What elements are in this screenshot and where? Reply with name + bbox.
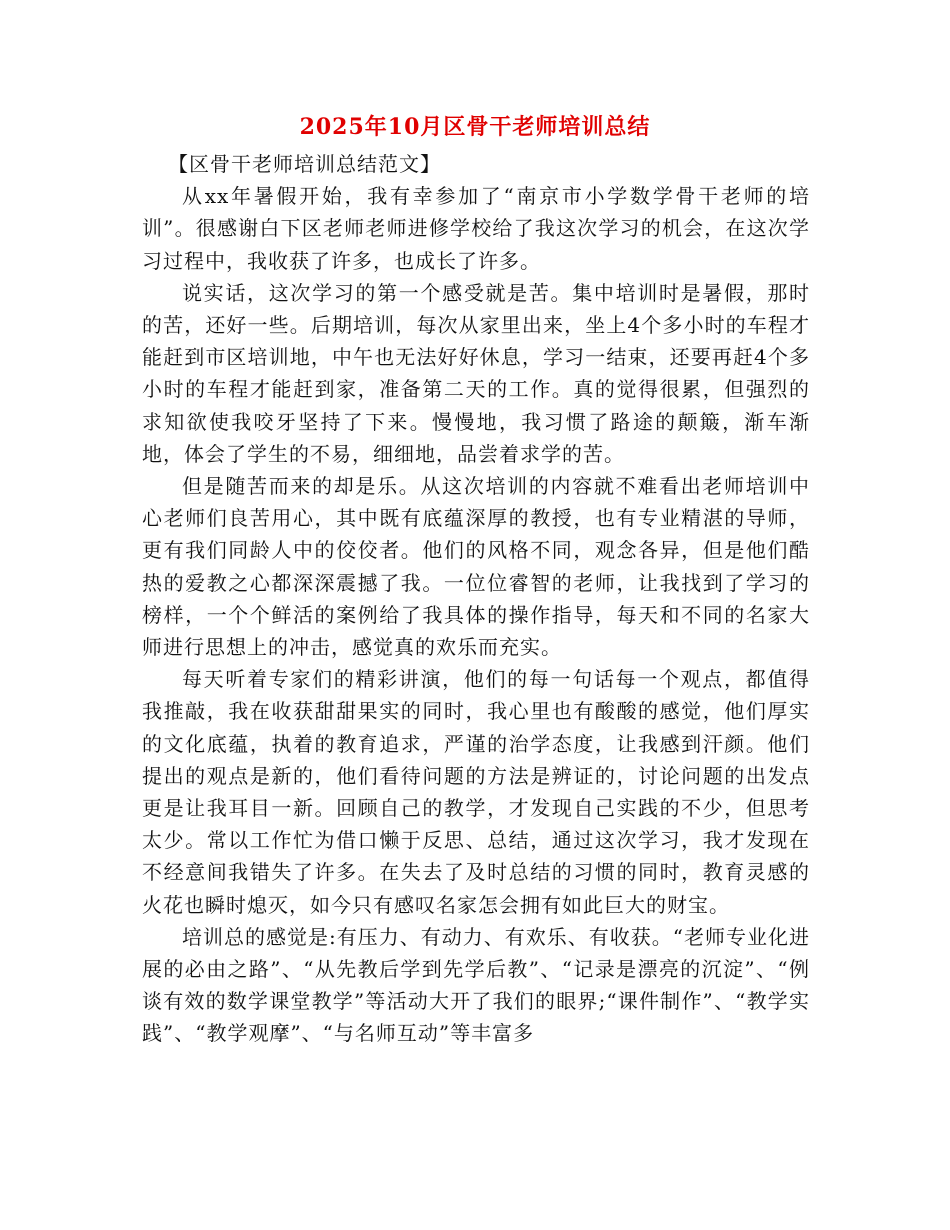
- document-body: [142, 148, 810, 1050]
- paragraph-3: 但是随苦而来的却是乐。从这次培训的内容就不难看出老师培训中心老师们良苦用心，其中既有底蕴深厚的教授，也有专业精湛的导师，更有我们同龄人中的佼佼者。他们的风格不同，观念各异，但是他们酷热的爱教之心都深深震撼了我。一位位睿智的老师，让我找到了学习的榜样，一个个鲜活的案例给了我具体的操作指导，每天和不同的名家大师进行思想上的冲击，感觉真的欢乐而充实。: [142, 474, 810, 660]
- paragraph-5: 培训总的感觉是:有压力、有动力、有欢乐、有收获。“老师专业化进展的必由之路”、“从先教后学到先学后教”、“记录是漂亮的沉淀”、“例谈有效的数学课堂教学”等活动大开了我们的眼界;“课件制作”、“教学实践”、“教学观摩”、“与名师互动”等丰富多: [142, 924, 810, 1046]
- document-subtitle: 【区骨干老师培训总结范文】: [168, 152, 441, 176]
- paragraph-2: 说实话，这次学习的第一个感受就是苦。集中培训时是暑假，那时的苦，还好一些。后期培训，每次从家里出来，坐上4个多小时的车程才能赶到市区培训地，中午也无法好好休息，学习一结束，还要再赶4个多小时的车程才能赶到家，准备第二天的工作。真的觉得很累，但强烈的求知欲使我咬牙坚持了下来。慢慢地，我习惯了路途的颠簸，渐车渐地，体会了学生的不易，细细地，品尝着求学的苦。: [142, 280, 810, 466]
- paragraph-1: 从xx年暑假开始，我有幸参加了“南京市小学数学骨干老师的培训”。很感谢白下区老师老师进修学校给了我这次学习的机会，在这次学习过程中，我收获了许多，也成长了许多。: [142, 184, 810, 273]
- document-title: 2025年10月区骨干老师培训总结: [299, 114, 651, 140]
- paragraph-4: 每天听着专家们的精彩讲演，他们的每一句话每一个观点，都值得我推敲，我在收获甜甜果实的同时，我心里也有酸酸的感觉，他们厚实的文化底蕴，执着的教育追求，严谨的治学态度，让我感到汗颜。他们提出的观点是新的，他们看待问题的方法是辨证的，讨论问题的出发点更是让我耳目一新。回顾自己的教学，才发现自己实践的不少，但思考太少。常以工作忙为借口懒于反思、总结，通过这次学习，我才发现在不经意间我错失了许多。在失去了及时总结的习惯的同时，教育灵感的火花也瞬时熄灭，如今只有感叹名家怎会拥有如此巨大的财宝。: [142, 667, 810, 917]
